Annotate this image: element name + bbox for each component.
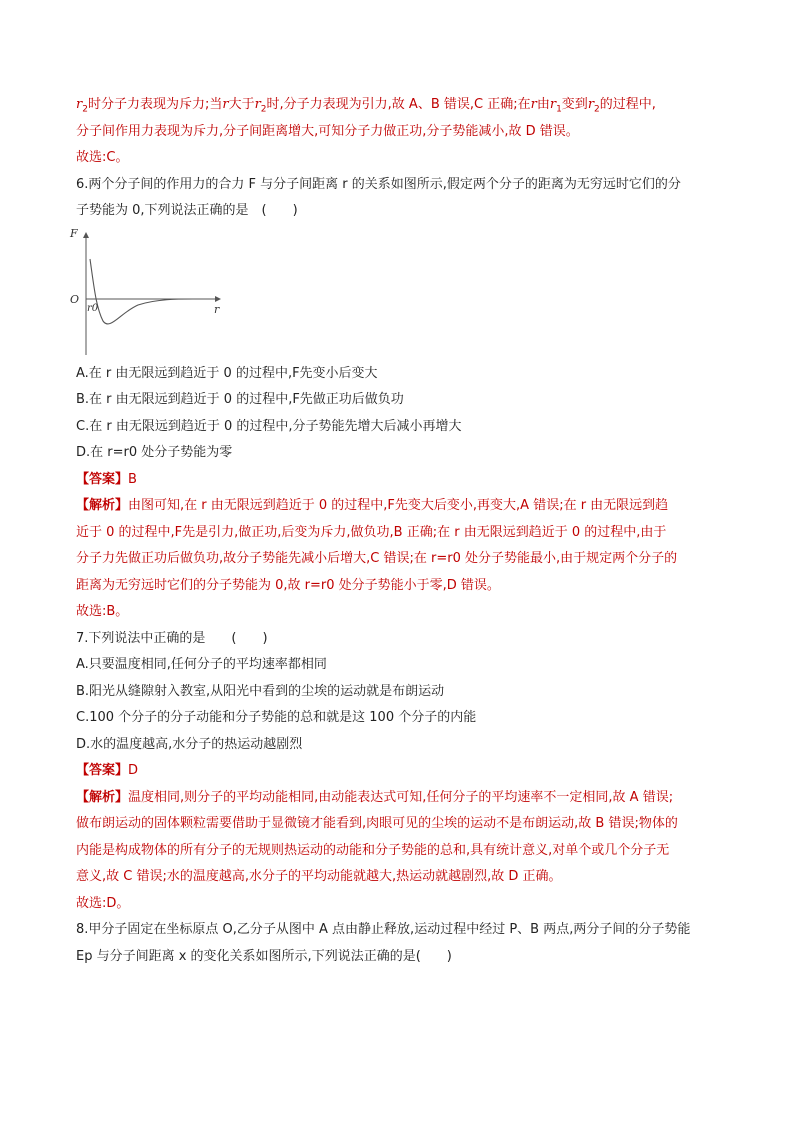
q6-answer [76,467,726,494]
q7-answer [76,758,726,785]
q6-option-d: D.在 r=r0 处分子势能为零 [76,445,233,460]
answer-tag: 【答案】 [76,763,129,778]
force-curve [90,259,193,324]
q6-stem-line-1: 6.两个分子间的作用力的合力 F 与分子间距离 r 的关系如图所示,假定两个分子的距离为无穷远时它们的分 [76,176,681,192]
q7-analysis-line-3: 内能是构成物体的所有分子的无规则热运动的动能和分子势能的总和,具有统计意义,对单个或几个分子无 [76,842,670,858]
origin-label: O [70,292,80,306]
f-axis-label: F [70,226,78,240]
q8-stem-line-1: 8.甲分子固定在坐标原点 O,乙分子从图中 A 点由静止释放,运动过程中经过 P、B 两点,两分子间的分子势能 [76,922,691,937]
force-distance-figure [68,227,228,357]
q6-analysis-line-1: 【解析】由图可知,在 r 由无限远到趋近于 0 的过程中,F先变大后变小,再变大,A 错误;在 r 由无限远到趋 [76,498,669,513]
q6-option-b: B.在 r 由无限远到趋近于 0 的过程中,F先做正功后做负功 [76,392,404,407]
q7-option-a: A.只要温度相同,任何分子的平均速率都相同 [76,657,327,672]
q7-analysis-line-4: 意义,故 C 错误;水的温度越高,水分子的平均动能就越大,热运动就越剧烈,故 D 正确。 [76,869,562,884]
analysis-tag: 【解析】 [76,498,129,513]
q6-analysis-line-2: 近于 0 的过程中,F先是引力,做正功,后变为斥力,做负功,B 正确;在 r 由无限远到趋近于 0 的过程中,由于 [76,524,667,540]
q6-stem-line-2: 子势能为 0,下列说法正确的是 ( ) [76,203,298,218]
q7-option-d: D.水的温度越高,水分子的热运动越剧烈 [76,736,303,752]
q7-stem: 7.下列说法中正确的是 ( ) [76,630,268,646]
q6-analysis-line-4: 距离为无穷远时它们的分子势能为 0,故 r=r0 处分子势能小于零,D 错误。 [76,577,500,593]
q6-analysis-line-3: 分子力先做正功后做负功,故分子势能先减小后增大,C 错误;在 r=r0 处分子势能最小,由于规定两个分子的 [76,551,678,566]
q8-stem-line-2: Ep 与分子间距离 x 的变化关系如图所示,下列说法正确的是( ) [76,948,452,964]
q7-choice: 故选:D。 [76,895,130,911]
r-axis-label: r [214,302,220,316]
q7-analysis-line-2: 做布朗运动的固体颗粒需要借助于显微镜才能看到,肉眼可见的尘埃的运动不是布朗运动,故 B 错误;物体的 [76,816,678,831]
analysis-tag: 【解析】 [76,789,129,805]
q6-option-a: A.在 r 由无限远到趋近于 0 的过程中,F先变小后变大 [76,365,378,381]
r0-label: r0 [87,302,99,314]
prev-solution-line-1: $r_2$时分子力表现为斥力;当r大于$r_2$时,分子力表现为引力,故 A、B 错误,C 正确;在r由$r_1$变到$r_2$的过程中, [76,97,656,115]
prev-solution-choice: 故选:C。 [76,150,129,165]
q7-option-c: C.100 个分子的分子动能和分子势能的总和就是这 100 个分子的内能 [76,710,477,725]
q7-analysis-line-1: 【解析】温度相同,则分子的平均动能相同,由动能表达式可知,任何分子的平均速率不一定相同,故 A 错误; [76,789,674,805]
q7-option-b: B.阳光从缝隙射入教室,从阳光中看到的尘埃的运动就是布朗运动 [76,683,445,699]
q6-choice: 故选:B。 [76,604,129,619]
answer-value: B [128,471,137,487]
answer-value: D [128,763,139,778]
q6-option-c: C.在 r 由无限远到趋近于 0 的过程中,分子势能先增大后减小再增大 [76,418,462,434]
document-page [70,92,726,970]
answer-tag: 【答案】 [76,471,129,487]
prev-solution-line-2: 分子间作用力表现为斥力,分子间距离增大,可知分子力做正功,分子势能减小,故 D 错误。 [76,123,579,139]
